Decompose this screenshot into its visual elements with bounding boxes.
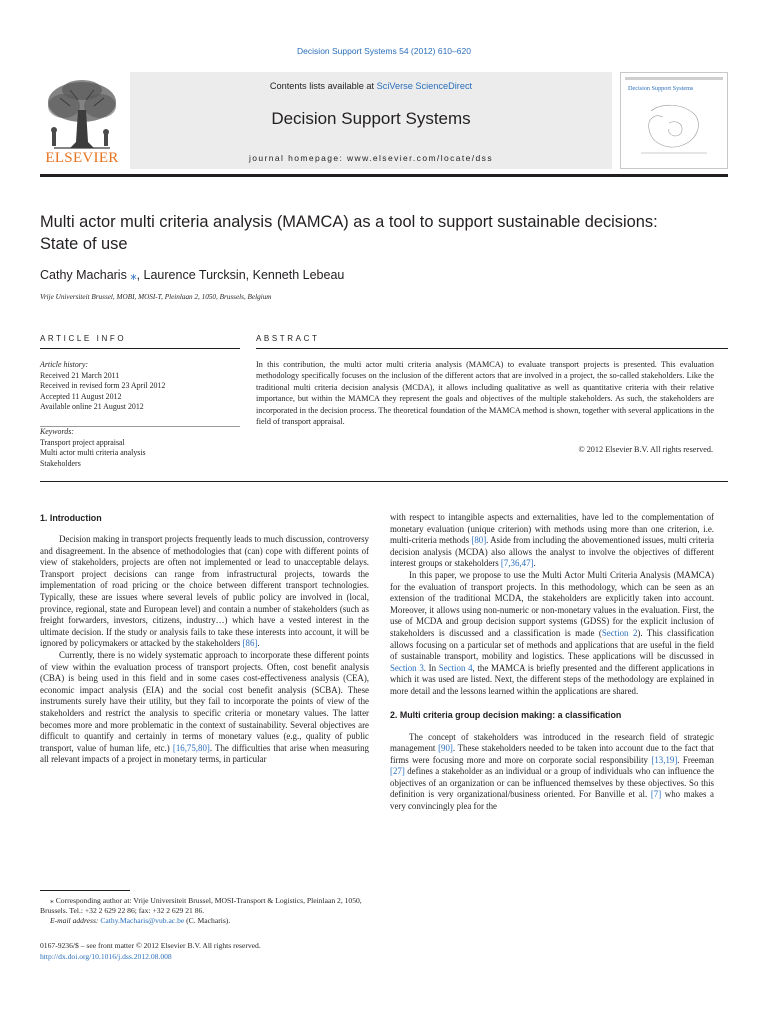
- section-2-link[interactable]: Section 2: [601, 627, 638, 638]
- history-accepted: Accepted 11 August 2012: [40, 391, 122, 401]
- citation-link[interactable]: [13,19]: [651, 754, 678, 765]
- abstract-rule: [256, 348, 728, 349]
- intro-paragraph-2: Currently, there is no widely systematic approach to incorporate these different points of view within the evaluation process of transport projects. Often, cost benefit analysis (CBA) is being used in this field and in some cases cost-effectiveness analysis (CEA), economic impact analysis (EIA) and the social cost benefit analysis (SCBA). These instruments surely have their utility, but they fail to incorporate the points of view of the stakeholders and restrict the analysis to specific criteria or monetary values. The latter becomes more and more problematic in the context of sustainability. Several objectives are difficult to quantify and certainly in terms of monetary values (e.g., quality of public transport, value of human life, etc.) [16,75,80]. The difficulties that arise when measuring all relevant impacts of a project in monetary terms, in particular: [40, 649, 369, 765]
- author-macharis: Cathy Macharis: [40, 268, 127, 282]
- contents-line: [130, 81, 612, 91]
- history-received: Received 21 March 2011: [40, 370, 120, 380]
- email-link[interactable]: Cathy.Macharis@vub.ac.be: [100, 916, 185, 926]
- front-matter-rule: [40, 481, 728, 482]
- author-affiliation: Vrije Universiteit Brussel, MOBI, MOSI-T, Pleinlaan 2, 1050, Brussels, Belgium: [40, 293, 272, 301]
- article-title: Multi actor multi criteria analysis (MAMCA) as a tool to support sustainable decisions: State of use: [40, 213, 658, 253]
- doi-link[interactable]: http://dx.doi.org/10.1016/j.dss.2012.08.008: [40, 952, 172, 961]
- section-2-heading: 2. Multi criteria group decision making: a classification: [390, 709, 622, 720]
- footnote-email: E-mail address: Cathy.Macharis@vub.ac.be (C. Macharis).: [50, 916, 231, 926]
- article-history: [40, 360, 240, 413]
- issn-doi-block: [40, 940, 261, 962]
- article-info-rule: [40, 348, 240, 349]
- citation-link[interactable]: [90]: [438, 743, 453, 754]
- citation-link[interactable]: [16,75,80]: [172, 742, 210, 753]
- footnote-corresponding: ⁎ Corresponding author at: Vrije Universiteit Brussel, MOSI-Transport & Logistics, Pleinlaan 2, 1050, Brussels. Tel.: +32 2 629 22 86; fax: +32 2 629 21 86.: [40, 896, 362, 916]
- abstract-copyright: © 2012 Elsevier B.V. All rights reserved.: [578, 445, 713, 454]
- abstract-text: In this contribution, the multi actor multi criteria analysis (MAMCA) to evaluate transport projects is presented. This evaluation methodology specifically focuses on the inclusion of the different actors that are involved in a project, the so-called stakeholders. Like the traditional multi criteria decision analysis (MCDA), it allows including qualitative as well as quantitative criteria with their relative importance, but within the MAMCA they represent the goals and objectives of the multiple stakeholders. As such, the stakeholders are incorporated in the decision process. The theoretical foundation of the MAMCA method is shown, together with several applications in the field of transport appraisal.: [256, 360, 714, 427]
- history-online: Available online 21 August 2012: [40, 402, 144, 411]
- history-label: Article history:: [40, 360, 88, 369]
- journal-reference-link[interactable]: Decision Support Systems 54 (2012) 610–620: [297, 46, 471, 56]
- journal-homepage[interactable]: journal homepage: www.elsevier.com/locate/dss: [249, 153, 493, 163]
- section-4-link[interactable]: Section 4: [438, 662, 473, 673]
- citation-link[interactable]: [27]: [390, 766, 405, 777]
- keywords-label: Keywords:: [40, 427, 74, 436]
- other-authors: , Laurence Turcksin, Kenneth Lebeau: [136, 268, 345, 282]
- corresponding-author-link[interactable]: ⁎: [130, 268, 137, 282]
- cover-journal-title: Decision Support Systems: [628, 85, 694, 92]
- citation-link[interactable]: [7,36,47]: [500, 558, 534, 569]
- footnote-rule: [40, 890, 130, 891]
- intro-paragraph-1: Decision making in transport projects frequently leads to much discussion, controversy and disagreement. In the absence of methodologies that (can) cope with different points of view of stakeholders, projects are often not implemented or lead to unacceptable delays. Transport project decisions can range from infrastructural projects, towards the implementation of road pricing or the choice between different transport technologies. Typically, these are issues where several levels of public policy are involved in (local, province, regional, state and European level) and contain a number of stakeholders (such as freight forwarders, investors, citizens, industry…) which have a vested interest in the ultimate decision. If the study or analysis fails to take these interests into account, it will be ignored by policymakers or attacked by the stakeholders [86].: [40, 534, 369, 649]
- body-column-left: [40, 512, 369, 766]
- section-2-paragraph-1: The concept of stakeholders was introduced in the research field of strategic management [90]. These stakeholders needed to be taken into account due to the fact that firms were focusing more and more on corporate social responsibility [13,19]. Freeman [27] defines a stakeholder as an individual or a group of individuals who can influence the objectives of an organization or can be influenced themselves by these objectives. So this definition is very organizational/business oriented. For Banville et al. [7] who makes a very convincingly plea for the: [390, 731, 714, 812]
- keyword-item: Stakeholders: [40, 458, 81, 468]
- citation-link[interactable]: [86]: [242, 638, 258, 649]
- elsevier-wordmark: ELSEVIER: [45, 150, 119, 166]
- history-revised: Received in revised form 23 April 2012: [40, 381, 166, 390]
- abstract-heading: ABSTRACT: [256, 334, 320, 343]
- intro-paragraph-3: In this paper, we propose to use the Multi Actor Multi Criteria Analysis (MAMCA) for the evaluation of transport projects. In this methodology, which can be seen as an extension of the traditional MCDA, the stakeholders are explicitly taken into account. Moreover, it allows using non-numeric or non-monetary values in the evaluation. First, the use of MCDA and group decision support systems (GDSS) for the explicit inclusion of stakeholders is discussed and a classification is made (Section 2). This classification allows focusing on a particular set of methods and applications that are useful in the field of sustainable transport, mobility and logistics. These applications will be discussed in Section 3. In Section 4, the MAMCA is briefly presented and the different applications in which it was used are listed. Next, the different steps of the methodology are explained in more detail and the lessons learned within the applications are shared.: [390, 569, 715, 696]
- section-1-heading: 1. Introduction: [40, 513, 102, 523]
- header-rule: [40, 174, 728, 177]
- issn-line: 0167-9236/$ – see front matter © 2012 Elsevier B.V. All rights reserved.: [40, 941, 261, 950]
- keywords: [40, 427, 240, 469]
- article-info-heading: ARTICLE INFO: [40, 334, 127, 343]
- contents-prefix: Contents lists available at: [269, 81, 377, 91]
- author-list: [40, 267, 344, 282]
- journal-title: Decision Support Systems: [271, 109, 471, 128]
- body-column-right: [390, 512, 714, 813]
- keyword-item: Multi actor multi criteria analysis: [40, 448, 146, 457]
- section-3-link[interactable]: Section 3: [390, 662, 424, 673]
- citation-link[interactable]: [80]: [471, 535, 487, 546]
- keyword-item: Transport project appraisal: [40, 437, 125, 447]
- sciencedirect-link[interactable]: SciVerse ScienceDirect: [376, 81, 473, 91]
- citation-link[interactable]: [7]: [650, 789, 662, 800]
- intro-paragraph-2-cont: with respect to intangible aspects and externalities, have led to the complementation of monetary evaluation (unique criterion) with methods using more than one criterion, i.e. multi-criteria methods [80]. Aside from including the abovementioned issues, multi criteria decision analysis (MCDA) also allows the analyst to involve the objectives of different interest groups or stakeholders [7,36,47].: [390, 512, 714, 569]
- footnote-star: ⁎: [50, 896, 54, 905]
- corresponding-author-footnote: [40, 896, 370, 927]
